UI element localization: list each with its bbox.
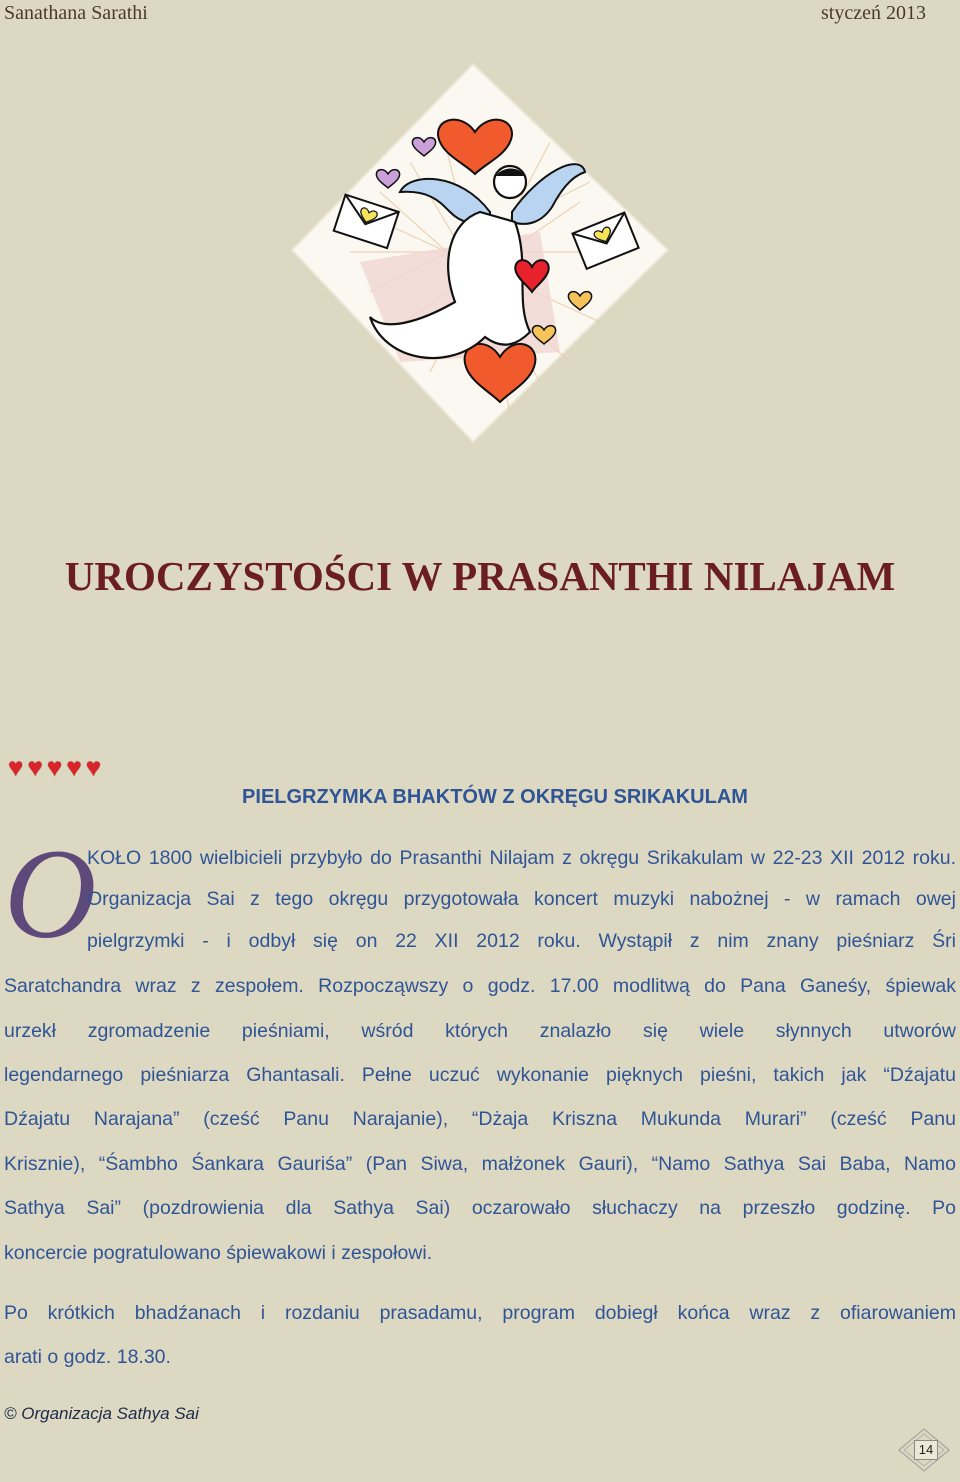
hearts-decoration	[8, 754, 101, 780]
footer-copyright: © Organizacja Sathya Sai	[4, 1404, 199, 1423]
heart-icon: ♥	[46, 752, 63, 782]
text-line: legendarnego pieśniarza Ghantasali. Pełne uczuć wykonanie pięknych pieśni, takich jak “Dźajatu	[4, 1064, 956, 1086]
header-publication: Sanathana Sarathi	[4, 2, 148, 24]
text-line: Po krótkich bhadźanach i rozdaniu prasadamu, program dobiegł końca wraz z ofiarowaniem	[4, 1302, 956, 1324]
heart-icon: ♥	[8, 752, 24, 782]
article-title: UROCZYSTOŚCI W PRASANTHI NILAJAM	[64, 553, 896, 599]
heart-icon: ♥	[27, 752, 43, 782]
header-date: styczeń 2013	[821, 2, 926, 24]
page-number: 14	[914, 1440, 938, 1460]
heart-icon: ♥	[66, 752, 82, 782]
drop-cap: O	[4, 823, 97, 965]
text-line: Saratchandra wraz z zespołem. Rozpocząwszy o godz. 17.00 modlitwą do Pana Ganeśy, śpiewak	[4, 975, 956, 997]
angel-illustration	[290, 62, 670, 444]
text-line: urzekł zgromadzenie pieśniami, wśród których znalazło się wiele słynnych utworów	[4, 1020, 956, 1042]
text-line: pielgrzymki - i odbył się on 22 XII 2012 roku. Wystąpił z nim znany pieśniarz Śri	[87, 930, 956, 952]
text-line: Krisznie), “Śambho Śankara Gauriśa” (Pan Siwa, małżonek Gauri), “Namo Sathya Sai Baba, Namo	[4, 1153, 956, 1175]
text-line: koncercie pogratulowano śpiewakowi i zespołowi.	[4, 1242, 433, 1264]
text-line: Sathya Sai” (pozdrowienia dla Sathya Sai) oczarowało słuchaczy na przeszło godzinę. Po	[4, 1197, 956, 1219]
page-number-box	[898, 1428, 950, 1472]
text-line: KOŁO 1800 wielbicieli przybyło do Prasanthi Nilajam z okręgu Srikakulam w 22-23 XII 2012 roku.	[87, 847, 956, 869]
section-subtitle: PIELGRZYMKA BHAKTÓW Z OKRĘGU SRIKAKULAM	[242, 786, 748, 808]
text-line: Organizacja Sai z tego okręgu przygotowała koncert muzyki nabożnej - w ramach owej	[87, 888, 956, 910]
heart-icon: ♥	[85, 752, 102, 782]
text-line: arati o godz. 18.30.	[4, 1346, 171, 1368]
text-line: Dźajatu Narajana” (cześć Panu Narajanie), “Dżaja Kriszna Mukunda Murari” (cześć Panu	[4, 1108, 956, 1130]
